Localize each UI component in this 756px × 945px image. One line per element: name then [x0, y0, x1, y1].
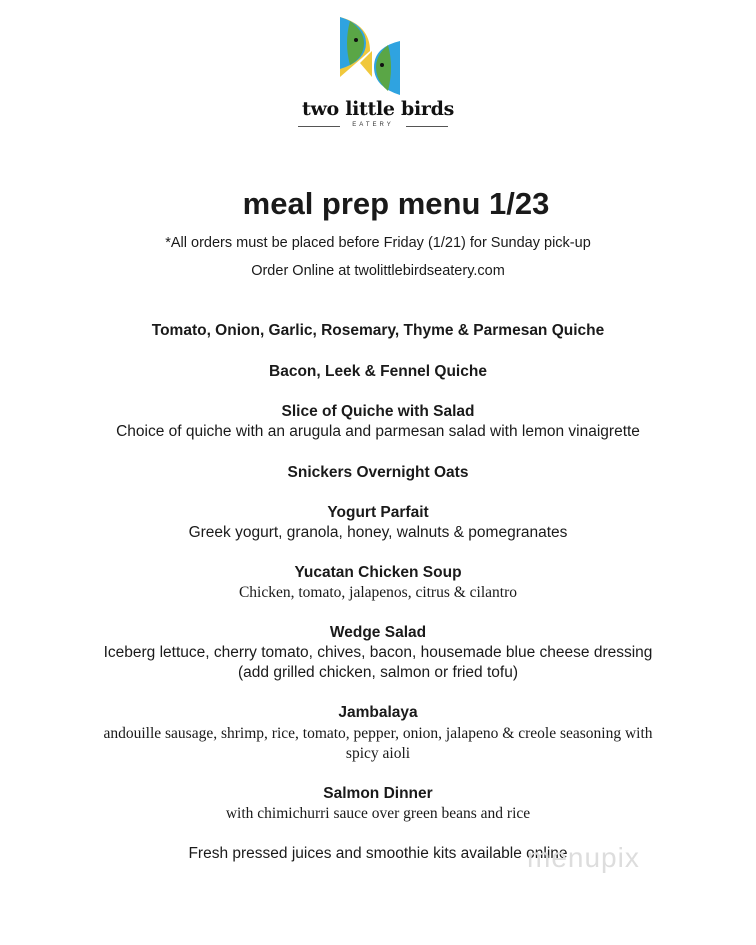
- menu-item-name: Salmon Dinner: [323, 785, 433, 802]
- menu-item-description: Iceberg lettuce, cherry tomato, chives, bacon, housemade blue cheese dressing: [103, 644, 653, 661]
- watermark: menupix: [527, 842, 640, 873]
- page-title: meal prep menu 1/23: [242, 186, 550, 221]
- menu-item-description: Chicken, tomato, jalapenos, citrus & cilantro: [238, 584, 518, 601]
- menu-item-description: spicy aioli: [345, 745, 411, 762]
- menu-item-name: Yucatan Chicken Soup: [294, 564, 462, 581]
- menu-item-name: Tomato, Onion, Garlic, Rosemary, Thyme & Parmesan Quiche: [151, 322, 605, 339]
- menu-item-name: Snickers Overnight Oats: [287, 464, 469, 481]
- menu-item-description: Choice of quiche with an arugula and parmesan salad with lemon vinaigrette: [116, 423, 640, 440]
- menu-item-description: with chimichurri sauce over green beans and rice: [225, 805, 531, 822]
- menu-item-description: (add grilled chicken, salmon or fried tofu): [238, 664, 518, 681]
- brand-name: two little birds: [301, 98, 455, 120]
- brand-subtitle: EATERY: [298, 122, 448, 128]
- menu-item-description: andouille sausage, shrimp, rice, tomato, pepper, onion, jalapeno & creole seasoning with: [103, 725, 653, 742]
- menu-item-name: Slice of Quiche with Salad: [281, 403, 475, 420]
- footer-note: Fresh pressed juices and smoothie kits available online: [188, 845, 568, 862]
- order-online-link[interactable]: Order Online at twolittlebirdseatery.com: [251, 263, 505, 279]
- menu-item-description: Greek yogurt, granola, honey, walnuts & pomegranates: [188, 524, 568, 541]
- menu-item-name: Bacon, Leek & Fennel Quiche: [269, 363, 487, 380]
- order-deadline-notice: *All orders must be placed before Friday (1/21) for Sunday pick-up: [165, 235, 591, 251]
- menu-item-name: Wedge Salad: [329, 624, 427, 641]
- menu-item-name: Jambalaya: [338, 704, 418, 721]
- menu-item-name: Yogurt Parfait: [327, 504, 429, 521]
- two-little-birds-logo: [336, 15, 406, 97]
